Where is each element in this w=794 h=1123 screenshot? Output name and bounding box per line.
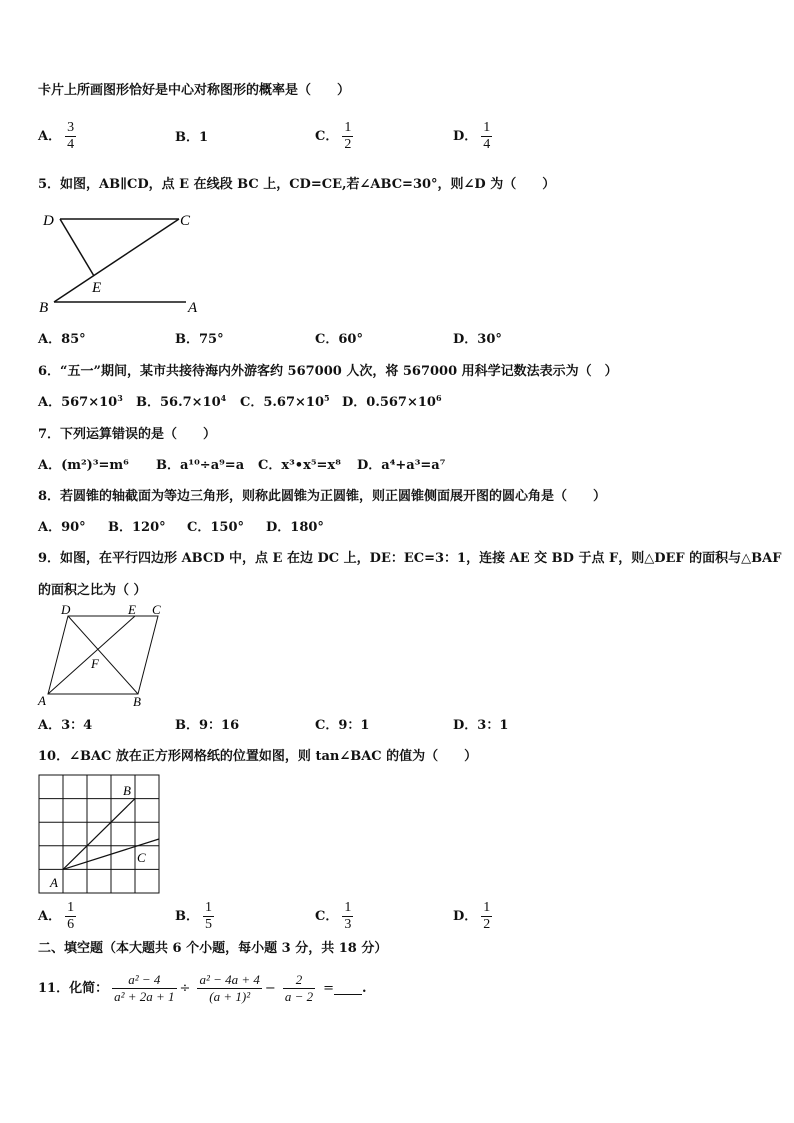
q11-op-minus: −: [264, 980, 276, 996]
q10-figure: [36, 773, 162, 895]
q5-label-e: E: [92, 280, 102, 296]
q5-label-d: D: [43, 213, 54, 229]
q4-option-a: A． $\frac{3}{4}$: [38, 120, 75, 152]
q9-label-a: A: [38, 693, 46, 708]
q11-prefix: 11．化简：: [38, 980, 109, 996]
q10-label-c: C: [137, 850, 146, 865]
q5-option-d: D．30°: [453, 332, 502, 347]
q10-option-d: D． $\frac{1}{2}$: [453, 900, 491, 932]
q9-segment-ae: [48, 616, 135, 694]
q9-label-e: E: [128, 604, 136, 617]
q8-option-d: D．180°: [266, 520, 324, 535]
q5-label-b: B: [39, 300, 49, 316]
q11-fraction-1: $\frac{\text{a² − 4}}{\text{a² + 2a + 1}}$: [114, 972, 175, 1004]
q11-end: .: [362, 980, 367, 996]
q7-option-c: C．x³•x⁵=x⁸: [258, 458, 341, 473]
q6-option-a: A．$567\times 10^3$: [38, 393, 123, 410]
q9-figure: [34, 604, 174, 710]
q11-expression: [38, 972, 367, 1005]
q7-option-a: A．(m²)³=m⁶: [38, 458, 129, 473]
q8-option-c: C．150°: [187, 520, 244, 535]
q4-option-c: C． $\frac{1}{2}$: [315, 120, 352, 152]
q9-option-a: A．3：4: [38, 718, 93, 733]
q7-option-b: B．a¹⁰÷a⁹=a: [156, 458, 245, 473]
q5-option-c: C．60°: [315, 332, 363, 347]
q10-label-b: B: [123, 783, 131, 798]
q4-stem: 卡片上所画图形恰好是中心对称图形的概率是（ ）: [38, 83, 351, 98]
q6-stem: 6．“五一”期间，某市共接待海内外游客约 567000 人次，将 567000 用科学记数法表示为（ ）: [38, 364, 618, 379]
q11-answer-blank: [334, 982, 362, 995]
q7-option-d: D．a⁴+a³=a⁷: [357, 458, 446, 473]
q5-label-c: C: [180, 213, 191, 229]
q5-option-a: A．85°: [38, 332, 86, 347]
q9-option-c: C．9：1: [315, 718, 370, 733]
q7-stem: 7．下列运算错误的是（ ）: [38, 427, 217, 442]
q10-stem: 10．∠BAC 放在正方形网格纸的位置如图，则 tan∠BAC 的值为（ ）: [38, 749, 478, 764]
q9-option-b: B．9：16: [175, 718, 240, 733]
q11-op-divide: ÷: [179, 980, 191, 996]
q8-option-b: B．120°: [108, 520, 166, 535]
q5-stem: 5．如图，AB∥CD，点 E 在线段 BC 上，CD=CE,若∠ABC=30°，则∠D 为（ ）: [38, 177, 556, 192]
q6-option-b: B．$56.7\times 10^4$: [136, 393, 227, 410]
q5-segment-cb: [54, 219, 179, 302]
q6-option-c: C．$5.67\times 10^5$: [240, 393, 330, 410]
q5-label-a: A: [188, 300, 198, 316]
q10-option-b: B． $\frac{1}{5}$: [175, 900, 212, 932]
q9-label-b: B: [133, 694, 141, 709]
q5-figure: [36, 208, 216, 318]
section-heading: 二、填空题（本大题共 6 个小题，每小题 3 分，共 18 分）: [38, 941, 388, 956]
q6-option-d: D．$0.567\times 10^6$: [342, 393, 442, 410]
q9-label-d: D: [61, 604, 71, 617]
q9-stem-line1: 9．如图，在平行四边形 ABCD 中，点 E 在边 DC 上，DE：EC=3：1，连接 AE 交 BD 于点 F，则△DEF 的面积与△BAF: [38, 551, 782, 566]
q8-option-a: A．90°: [38, 520, 86, 535]
q9-option-d: D．3：1: [453, 718, 509, 733]
q5-segment-de: [60, 219, 94, 276]
q9-label-c: C: [152, 604, 161, 617]
q11-equals: =: [323, 980, 334, 996]
q8-stem: 8．若圆锥的轴截面为等边三角形，则称此圆锥为正圆锥，则正圆锥侧面展开图的圆心角是（ ）: [38, 489, 607, 504]
q9-diagonal-bd: [68, 616, 138, 694]
q5-option-b: B．75°: [175, 332, 224, 347]
q11-fraction-2: $\frac{\text{a² − 4a + 4}}{\text{(a + 1)²}}$: [199, 972, 260, 1004]
q10-label-a: A: [50, 875, 58, 890]
q10-option-a: A． $\frac{1}{6}$: [38, 900, 75, 932]
q4-option-d: D． $\frac{1}{4}$: [453, 120, 491, 152]
q4-option-b: B．1: [175, 130, 209, 145]
q10-ray-ab: [63, 799, 135, 870]
q9-stem-line2: 的面积之比为（ ）: [38, 583, 147, 598]
q11-fraction-3: $\frac{2}{a - 2}$: [284, 972, 314, 1004]
q10-option-c: C． $\frac{1}{3}$: [315, 900, 352, 932]
q9-label-f: F: [91, 656, 99, 671]
